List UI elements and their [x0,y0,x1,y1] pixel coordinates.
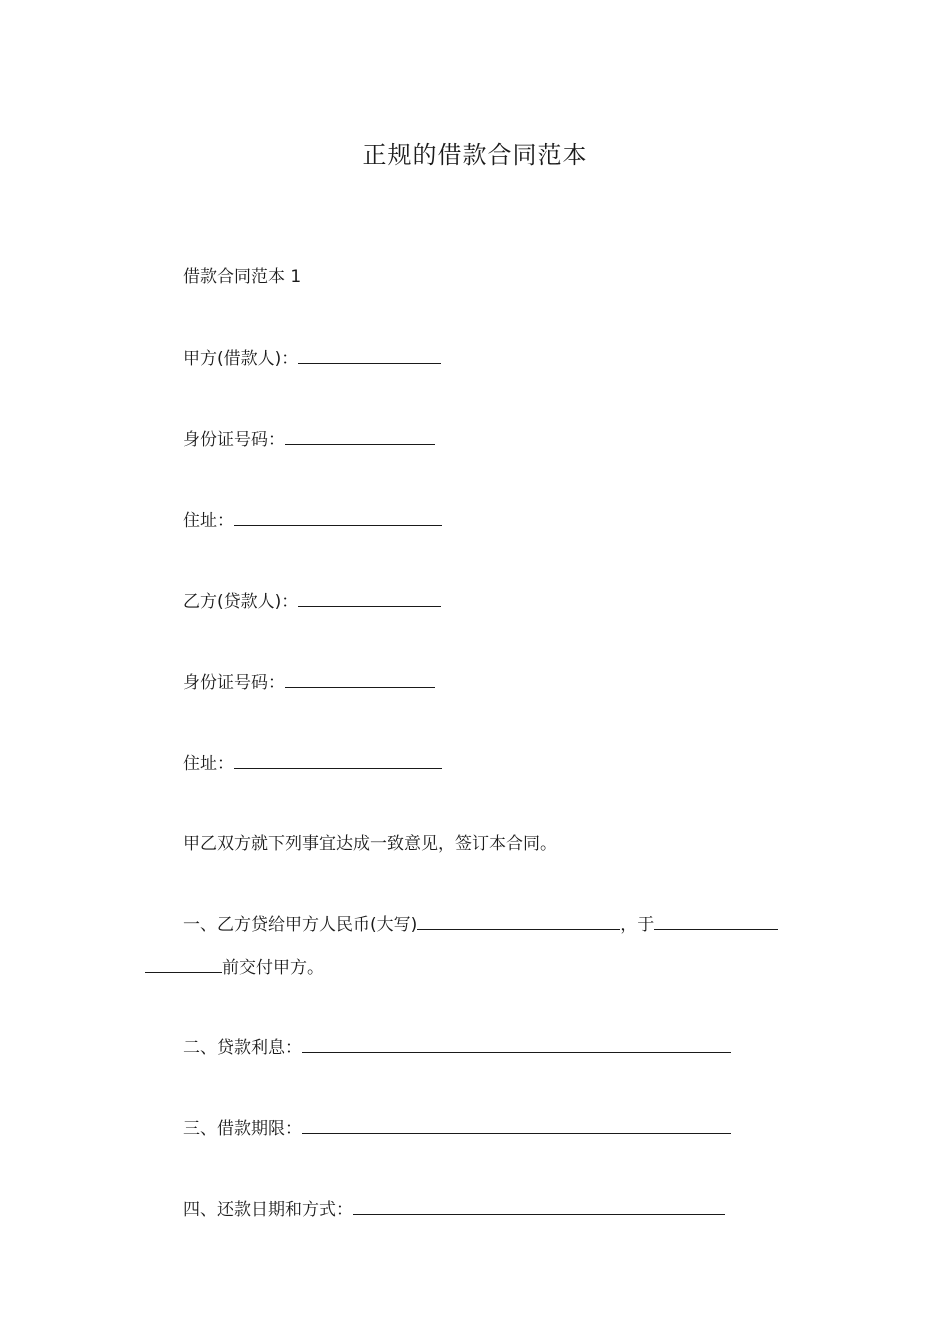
party-a-address-blank [234,509,442,526]
document-title: 正规的借款合同范本 [362,141,588,169]
clause-1-amount-blank [417,913,620,930]
clause-1-date-blank-continued [145,956,222,973]
clause-1-delivery-text: 前交付甲方。 [222,958,324,978]
party-b-id-row [183,671,435,694]
section-heading-text: 借款合同范本 1 [183,267,302,287]
clause-2-row [183,1036,731,1059]
agreement-text: 甲乙双方就下列事宜达成一致意见，签订本合同。 [183,834,557,854]
clause-2-blank [302,1036,731,1053]
clause-3-row [183,1117,731,1140]
clause-3-blank [302,1117,731,1134]
agreement-paragraph [183,833,557,855]
party-a-blank [298,347,441,364]
clause-1-row [183,913,778,936]
party-a-id-row [183,428,435,451]
party-b-address-label: 住址： [183,754,234,774]
party-a-id-blank [285,428,435,445]
party-b-label: 乙方(贷款人)： [183,592,299,612]
party-b-id-blank [285,671,435,688]
party-a-id-label: 身份证号码： [183,430,285,450]
party-b-address-blank [234,752,442,769]
party-a-address-row [183,509,442,532]
clause-4-label: 四、还款日期和方式： [183,1200,353,1220]
clause-1-continued [145,956,324,979]
party-b-id-label: 身份证号码： [183,673,285,693]
clause-1-label: 一、乙方贷给甲方人民币(大写) [183,915,418,935]
party-a-row [183,347,441,370]
party-a-label: 甲方(借款人)： [183,349,299,369]
party-a-address-label: 住址： [183,511,234,531]
clause-2-label: 二、贷款利息： [183,1038,302,1058]
party-b-row [183,590,441,613]
clause-4-blank [353,1198,725,1215]
party-b-address-row [183,752,442,775]
party-b-blank [298,590,441,607]
clause-1-date-blank [654,913,778,930]
clause-4-row [183,1198,725,1221]
section-heading [183,266,301,288]
clause-1-date-label: ，于 [620,915,655,935]
clause-3-label: 三、借款期限： [183,1119,302,1139]
